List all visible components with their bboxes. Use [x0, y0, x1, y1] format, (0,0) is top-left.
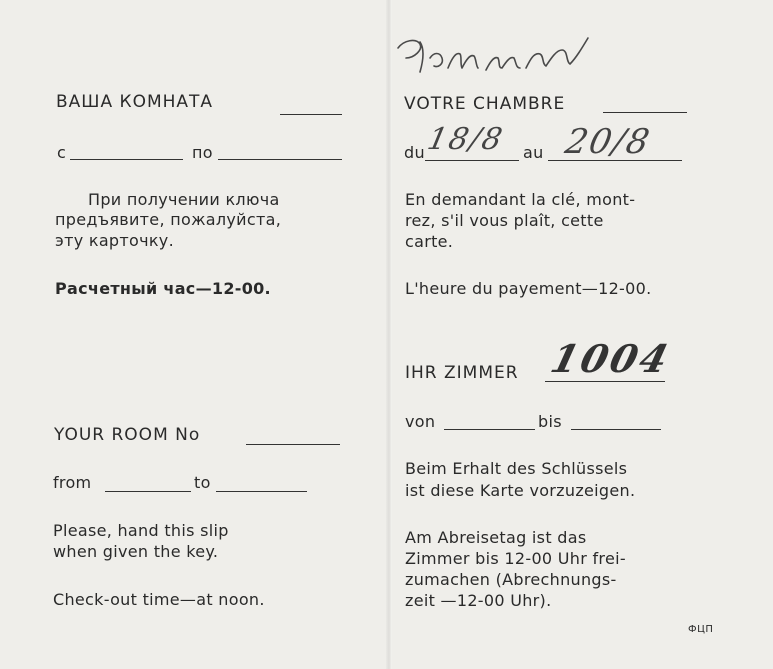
fr-room-label: VOTRE CHAMBRE	[404, 94, 566, 114]
ru-room-blank	[280, 114, 342, 115]
en-from-label: from	[53, 473, 92, 492]
de-departure-text-3: zumachen (Abrechnungs-	[405, 570, 617, 589]
en-slip-text-2: when given the key.	[53, 542, 219, 561]
en-from-blank	[105, 491, 191, 492]
en-checkout-time: Check-out time—at noon.	[53, 590, 265, 609]
de-to-blank	[571, 429, 661, 430]
fr-from-label: du	[404, 143, 425, 162]
en-to-label: to	[194, 473, 211, 492]
de-from-label: von	[405, 412, 436, 431]
de-room-label: IHR ZIMMER	[405, 363, 519, 383]
fr-payment-time: L'heure du payement—12-00.	[405, 279, 652, 298]
fr-from-handwritten: 18/8	[424, 122, 508, 157]
de-key-text-1: Beim Erhalt des Schlüssels	[405, 459, 628, 478]
ru-key-text-2: предъявите, пожалуйста,	[55, 210, 282, 229]
ru-from-label: с	[57, 143, 67, 162]
de-room-handwritten: 1004	[546, 336, 676, 381]
de-to-label: bis	[538, 412, 562, 431]
fr-to-label: au	[523, 143, 544, 162]
de-departure-text-4: zeit —12-00 Uhr).	[405, 591, 552, 610]
fr-key-text-3: carte.	[405, 232, 454, 251]
de-from-blank	[444, 429, 535, 430]
handwritten-signature-icon	[390, 28, 600, 90]
fr-key-text-2: rez, s'il vous plaît, cette	[405, 211, 604, 230]
ru-key-text-1: При получении ключа	[88, 190, 280, 209]
de-departure-text-2: Zimmer bis 12-00 Uhr frei-	[405, 549, 626, 568]
en-room-blank	[246, 444, 340, 445]
printer-mark: ФЦП	[688, 624, 714, 635]
ru-room-label: ВАША КОМНАТА	[56, 92, 214, 112]
card-fold	[386, 0, 392, 669]
en-room-label: YOUR ROOM No	[54, 425, 201, 445]
en-slip-text-1: Please, hand this slip	[53, 521, 229, 540]
ru-key-text-3: эту карточку.	[55, 231, 174, 250]
ru-to-label: по	[192, 143, 213, 162]
ru-checkout-time: Расчетный час—12-00.	[55, 279, 271, 298]
fr-from-blank	[425, 160, 519, 161]
de-key-text-2: ist diese Karte vorzuzeigen.	[405, 481, 636, 500]
de-room-blank	[545, 381, 665, 382]
en-to-blank	[216, 491, 307, 492]
ru-from-blank	[70, 159, 183, 160]
fr-to-handwritten: 20/8	[561, 122, 655, 162]
fr-key-text-1: En demandant la clé, mont-	[405, 190, 636, 209]
fr-room-blank	[603, 112, 687, 113]
de-departure-text-1: Am Abreisetag ist das	[405, 528, 587, 547]
ru-to-blank	[218, 159, 342, 160]
